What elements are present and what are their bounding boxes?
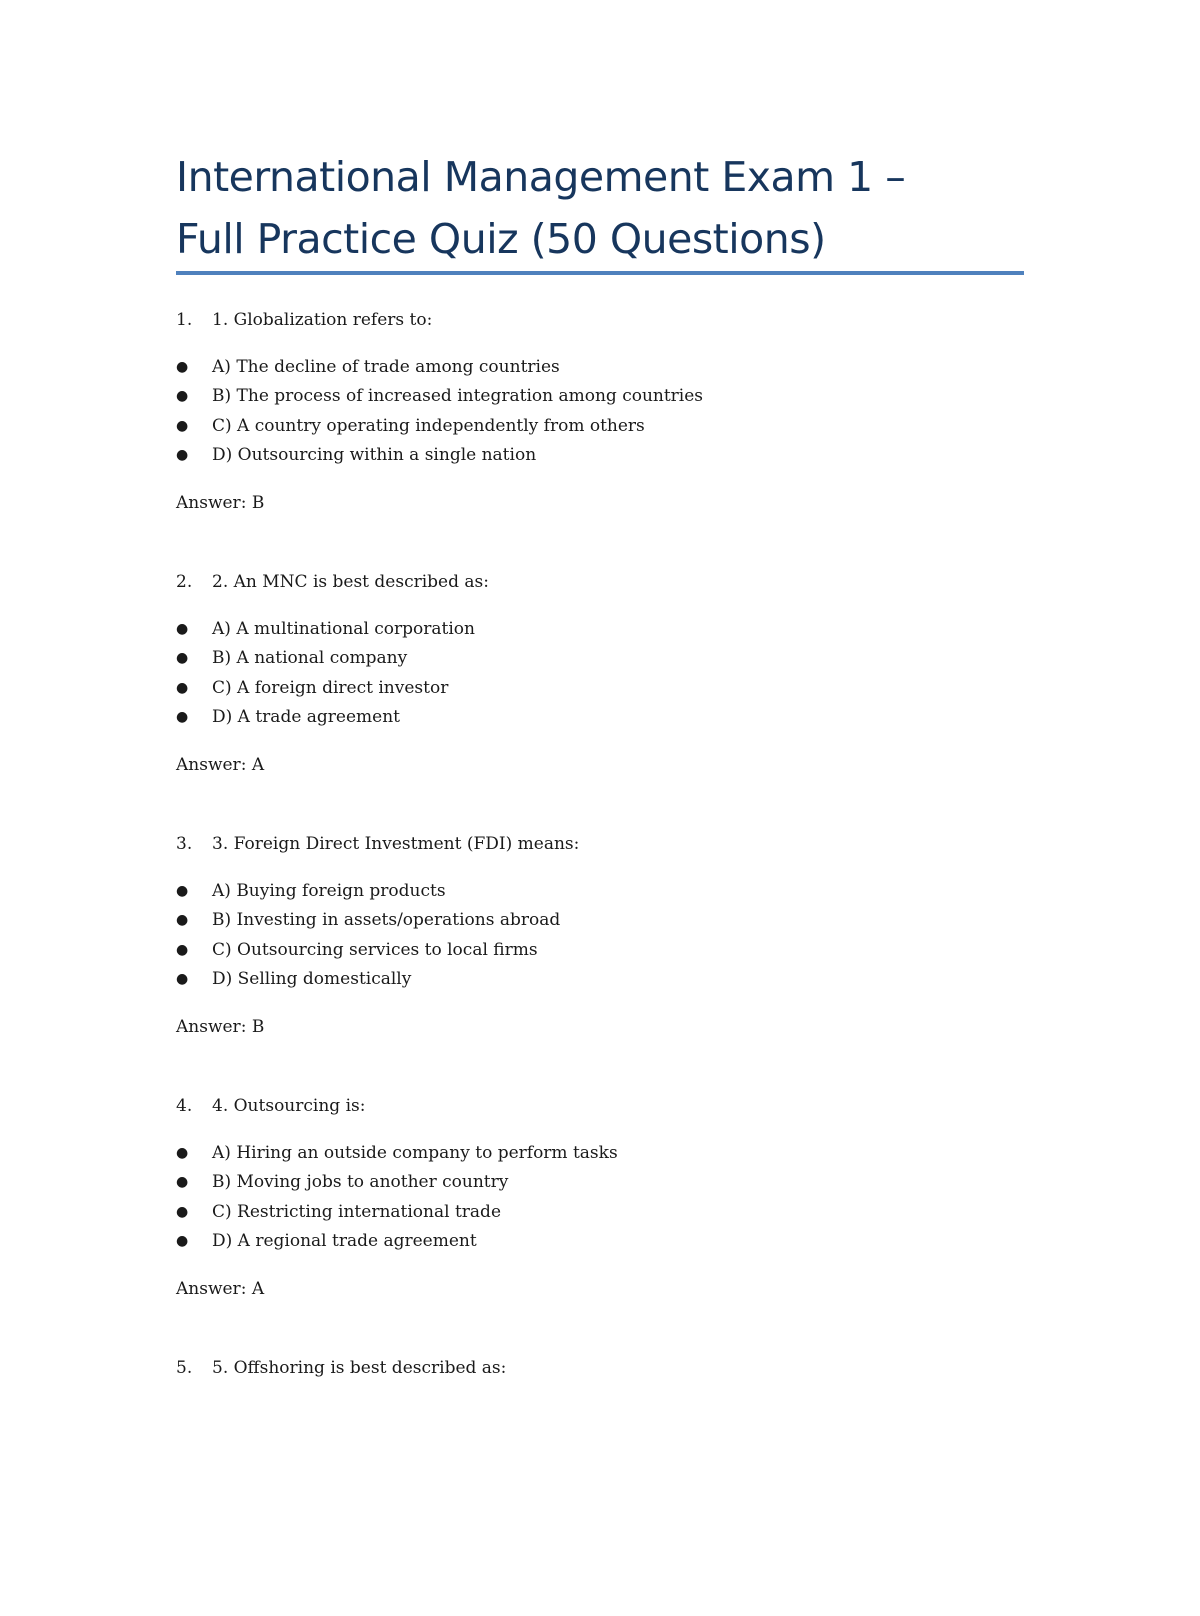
question-line [176,306,432,334]
title-line-1: International Management Exam 1 – [176,153,906,201]
answer-text: Answer: A [176,1279,265,1299]
option-text: B) Investing in assets/operations abroad [212,910,561,931]
question-2 [176,568,1024,830]
question-text: 2. An MNC is best described as: [212,572,489,592]
option-a [176,615,475,644]
answer-text: Answer: A [176,755,265,775]
question-line [176,1092,365,1120]
bullet-icon: ● [176,970,189,987]
bullet-icon: ● [176,650,189,667]
option-text: D) Outsourcing within a single nation [212,444,537,465]
question-5 [176,1354,1024,1616]
question-text: 4. Outsourcing is: [212,1096,366,1116]
bullet-icon: ● [176,1232,189,1249]
bullet-icon: ● [176,1145,189,1161]
option-a [176,877,560,906]
bullet-icon: ● [176,621,189,637]
option-text: A) The decline of trade among countries [212,357,560,377]
option-text: B) The process of increased integration among countries [212,386,704,407]
list-number: 1. [176,310,193,330]
option-text: D) Selling domestically [212,968,412,989]
question-4 [176,1092,1024,1354]
option-b [176,644,475,673]
option-d [176,703,475,732]
option-text: B) Moving jobs to another country [212,1172,509,1193]
question-3 [176,830,1024,1092]
option-a [176,353,703,382]
bullet-icon: ● [176,883,189,899]
option-d [176,1227,618,1256]
option-d [176,965,560,994]
option-a [176,1139,618,1168]
bullet-icon: ● [176,679,189,696]
bullet-icon: ● [176,388,189,405]
option-c [176,936,560,965]
question-text: 5. Offshoring is best described as: [212,1358,507,1378]
option-c [176,412,703,441]
bullet-icon: ● [176,359,189,375]
option-text: D) A regional trade agreement [212,1230,477,1251]
option-d [176,441,703,470]
question-text: 1. Globalization refers to: [212,310,433,330]
list-number: 3. [176,834,193,854]
question-line [176,568,489,596]
question-text: 3. Foreign Direct Investment (FDI) means: [212,834,580,854]
bullet-icon: ● [176,1203,189,1220]
option-text: C) Restricting international trade [212,1201,501,1222]
option-text: D) A trade agreement [212,706,401,727]
list-number: 4. [176,1096,193,1116]
bullet-icon: ● [176,708,189,725]
bullet-icon: ● [176,912,189,929]
title-line-2: Full Practice Quiz (50 Questions) [176,215,826,263]
list-number: 5. [176,1358,193,1378]
option-c [176,1198,618,1227]
option-text: A) Buying foreign products [212,881,446,901]
option-text: C) A foreign direct investor [212,677,449,698]
option-list [176,353,703,470]
answer-text: Answer: B [176,1017,265,1037]
question-line [176,1354,506,1382]
option-b [176,382,703,411]
bullet-icon: ● [176,417,189,434]
list-number: 2. [176,572,193,592]
option-text: C) Outsourcing services to local firms [212,939,538,960]
option-list [176,877,560,994]
option-text: A) A multinational corporation [212,619,475,639]
bullet-icon: ● [176,941,189,958]
title-underline [176,271,1024,275]
question-line [176,830,579,858]
page-title [176,146,1024,270]
question-list [176,306,1024,1616]
bullet-icon: ● [176,1174,189,1191]
option-text: C) A country operating independently from others [212,415,645,436]
answer-text: Answer: B [176,493,265,513]
option-text: B) A national company [212,648,408,669]
bullet-icon: ● [176,446,189,463]
option-text: A) Hiring an outside company to perform tasks [212,1143,618,1163]
option-b [176,1168,618,1197]
option-b [176,906,560,935]
option-c [176,674,475,703]
option-list [176,1139,618,1256]
option-list [176,615,475,732]
question-1 [176,306,1024,568]
